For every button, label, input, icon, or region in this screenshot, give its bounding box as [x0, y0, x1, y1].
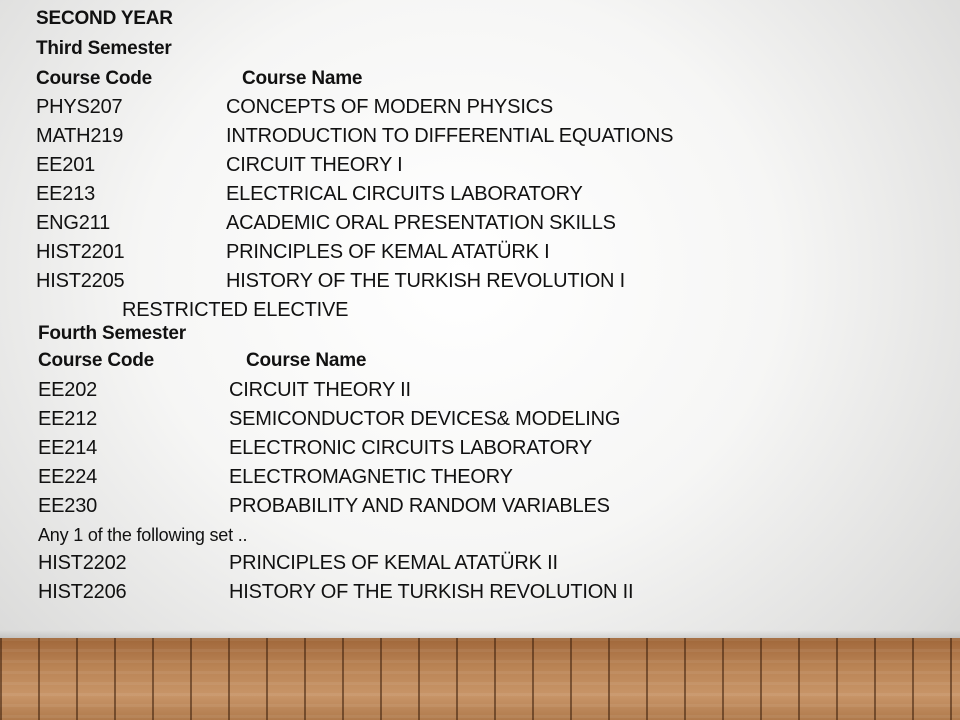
course-name: ELECTRONIC CIRCUITS LABORATORY — [229, 437, 592, 459]
course-name: PRINCIPLES OF KEMAL ATATÜRK II — [229, 552, 558, 574]
course-code: PHYS207 — [36, 96, 123, 118]
header-course-name: Course Name — [246, 350, 367, 371]
course-code: EE202 — [38, 379, 98, 401]
wood-floor — [0, 638, 960, 720]
course-name: CONCEPTS OF MODERN PHYSICS — [226, 96, 554, 118]
course-code: EE213 — [36, 183, 96, 205]
header-course-code: Course Code — [36, 68, 153, 89]
semester-title-third: Third Semester — [36, 38, 172, 59]
course-name: CIRCUIT THEORY I — [226, 154, 403, 176]
course-code: MATH219 — [36, 125, 124, 147]
course-name: ACADEMIC ORAL PRESENTATION SKILLS — [226, 212, 616, 234]
course-code: EE212 — [38, 408, 98, 430]
course-name: SEMICONDUCTOR DEVICES& MODELING — [229, 408, 621, 430]
course-name: INTRODUCTION TO DIFFERENTIAL EQUATIONS — [226, 125, 674, 147]
course-name: PROBABILITY AND RANDOM VARIABLES — [229, 495, 610, 517]
course-code: HIST2201 — [36, 241, 125, 263]
course-code: EE201 — [36, 154, 96, 176]
course-code: ENG211 — [36, 212, 111, 234]
course-name: HISTORY OF THE TURKISH REVOLUTION I — [226, 270, 626, 292]
course-code: HIST2205 — [36, 270, 125, 292]
course-code: HIST2202 — [38, 552, 127, 574]
course-name: ELECTROMAGNETIC THEORY — [229, 466, 513, 488]
course-name: HISTORY OF THE TURKISH REVOLUTION II — [229, 581, 634, 603]
course-code: HIST2206 — [38, 581, 127, 603]
semester-title-fourth: Fourth Semester — [38, 323, 186, 344]
choice-note: Any 1 of the following set .. — [38, 525, 248, 545]
course-code: EE230 — [38, 495, 98, 517]
course-code: EE214 — [38, 437, 98, 459]
header-course-name: Course Name — [242, 68, 363, 89]
header-course-code: Course Code — [38, 350, 155, 371]
course-name: CIRCUIT THEORY II — [229, 379, 411, 401]
year-title: SECOND YEAR — [36, 8, 173, 29]
course-name: ELECTRICAL CIRCUITS LABORATORY — [226, 183, 583, 205]
course-code: EE224 — [38, 466, 98, 488]
restricted-elective: RESTRICTED ELECTIVE — [122, 299, 349, 321]
course-name: PRINCIPLES OF KEMAL ATATÜRK I — [226, 241, 550, 263]
